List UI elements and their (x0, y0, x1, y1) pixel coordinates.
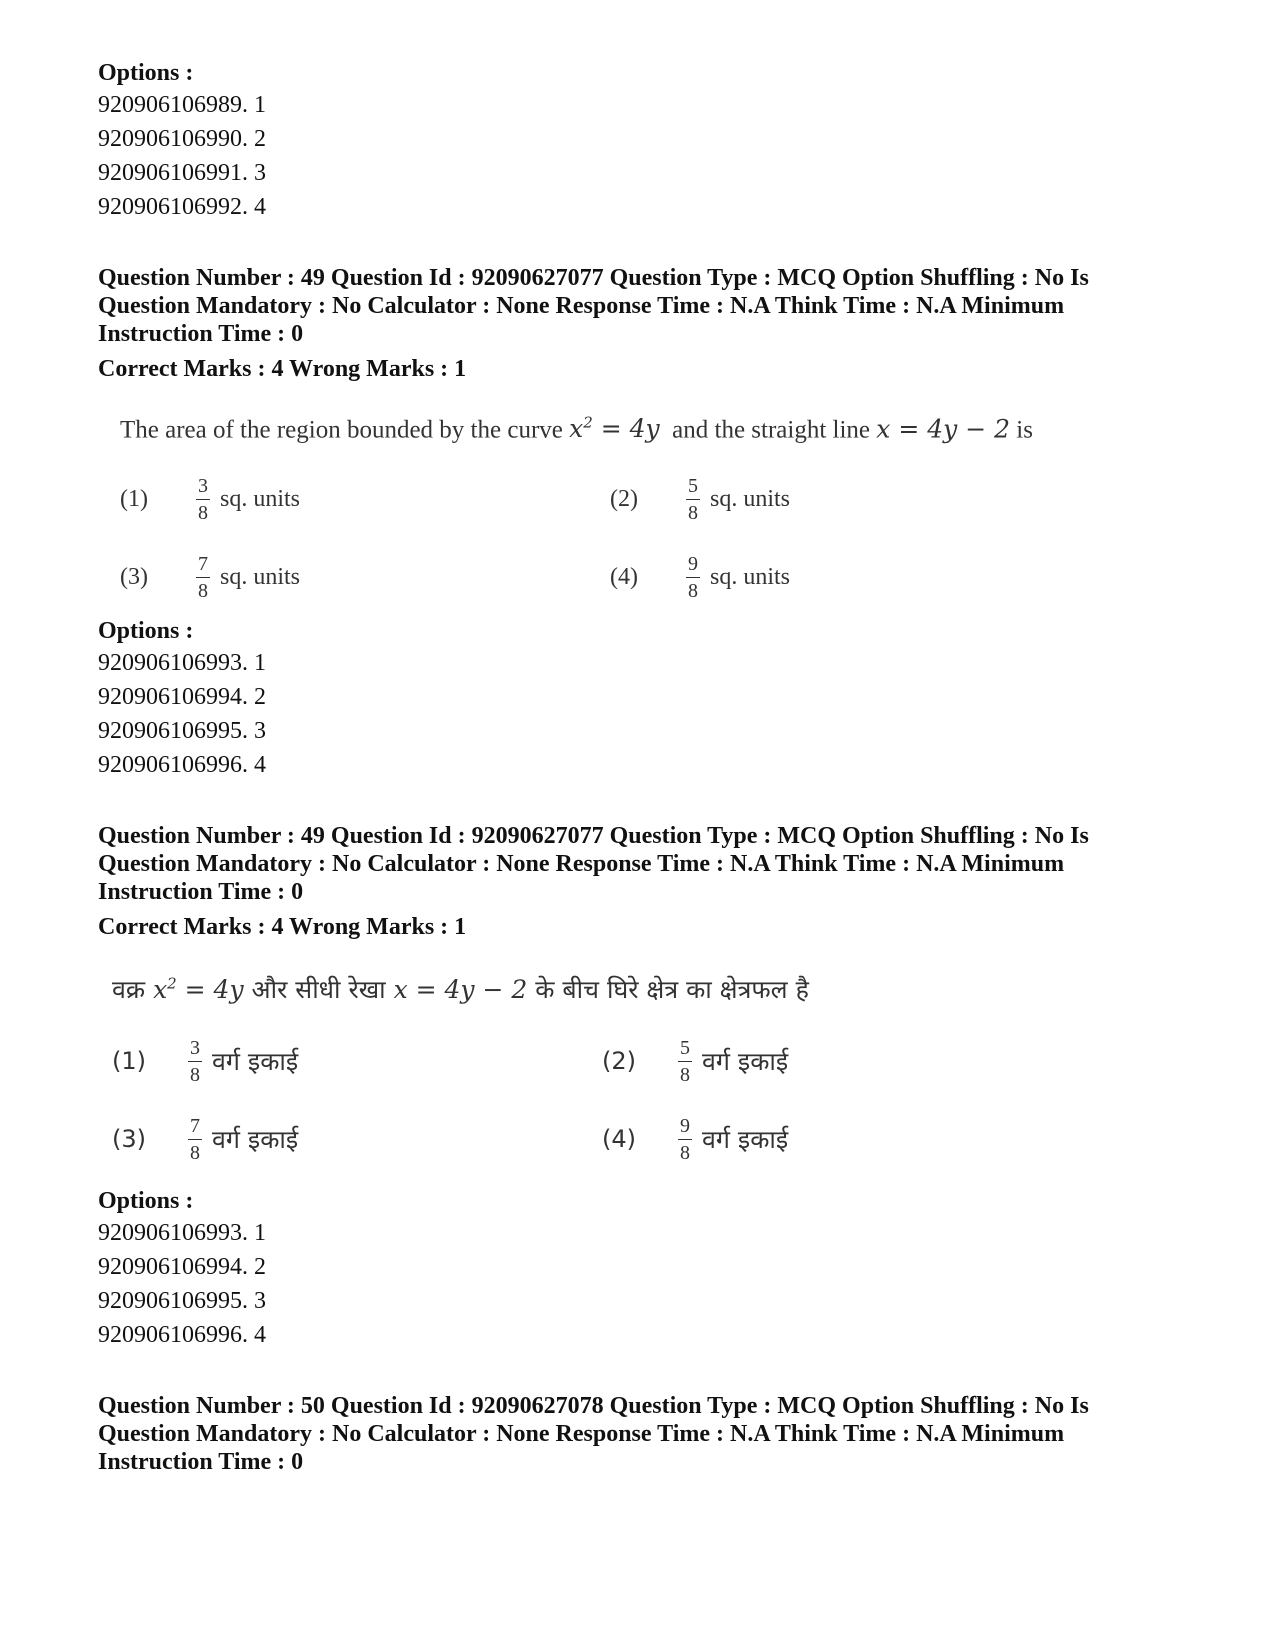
choice-unit: sq. units (710, 563, 791, 590)
fraction-bar (678, 1139, 692, 1141)
fraction-numerator: 9 (680, 1114, 690, 1137)
choice-3 (112, 1110, 602, 1168)
fraction-denominator: 8 (190, 1142, 200, 1165)
equation-var: x (569, 414, 584, 444)
choice-4 (602, 1110, 902, 1168)
fraction (686, 476, 700, 524)
answer-choices (112, 1032, 1198, 1168)
question-text-part: is (1016, 416, 1033, 444)
equation-curve (569, 414, 660, 443)
fraction (188, 1116, 202, 1164)
question-50 (98, 1392, 1198, 1476)
option-line: 920906106995. 3 (98, 718, 266, 745)
question-text-part: The area of the region bounded by the curve (120, 416, 563, 444)
fraction (678, 1116, 692, 1164)
answer-choices (120, 470, 1198, 606)
fraction-bar (196, 577, 210, 579)
fraction-numerator: 7 (190, 1114, 200, 1137)
fraction-denominator: 8 (688, 502, 698, 525)
choice-3 (120, 548, 610, 606)
choice-unit: वर्ग इकाई (702, 1125, 789, 1155)
fraction-denominator: 8 (198, 580, 208, 603)
fraction (196, 554, 210, 602)
fraction-numerator: 3 (190, 1036, 200, 1059)
fraction (196, 476, 210, 524)
fraction-denominator: 8 (680, 1142, 690, 1165)
equation-line: x = 4y − 2 (876, 414, 1010, 444)
question-header: Question Number : 49 Question Id : 92090627077 Question Type : MCQ Option Shuffling : No Is Question Mandatory : No Calculator : None Response Time : N.A Think Time : N.A Minimum Instruction Time : 0 (98, 265, 1089, 347)
equation-line: x = 4y − 2 (393, 975, 528, 1005)
choice-unit: वर्ग इकाई (702, 1047, 789, 1077)
choice-2 (610, 470, 910, 528)
question-49-hindi (98, 822, 1198, 1352)
question-marks: Correct Marks : 4 Wrong Marks : 1 (98, 914, 467, 941)
fraction (686, 554, 700, 602)
choice-number: (4) (610, 563, 638, 590)
choice-unit: sq. units (220, 485, 301, 512)
choice-2 (602, 1032, 902, 1090)
option-line: 920906106993. 1 (98, 650, 266, 677)
choice-unit: sq. units (220, 563, 301, 590)
option-line: 920906106989. 1 (98, 92, 266, 118)
question-text (112, 972, 1198, 1006)
fraction-numerator: 5 (680, 1036, 690, 1059)
option-line: 920906106995. 3 (98, 1288, 266, 1315)
option-line: 920906106993. 1 (98, 1220, 266, 1247)
choice-number: (2) (610, 485, 638, 512)
equation-exponent: 2 (167, 975, 177, 993)
equation-curve (153, 975, 244, 1004)
question-text-part: वक्र (112, 975, 146, 1005)
fraction (188, 1038, 202, 1086)
option-line: 920906106992. 4 (98, 194, 266, 220)
question-text-part: and the straight line (672, 416, 871, 444)
choice-1 (120, 470, 610, 528)
document-page (98, 58, 1198, 1476)
fraction-denominator: 8 (688, 580, 698, 603)
question-header: Question Number : 50 Question Id : 92090627078 Question Type : MCQ Option Shuffling : No Is Question Mandatory : No Calculator : None Response Time : N.A Think Time : N.A Minimum Instruction Time : 0 (98, 1393, 1089, 1476)
options-block-1 (98, 58, 1198, 224)
fraction-denominator: 8 (680, 1064, 690, 1087)
fraction (678, 1038, 692, 1086)
question-49-english (98, 264, 1198, 782)
equation-rhs: = 4y (176, 975, 244, 1005)
choice-4 (610, 548, 910, 606)
fraction-numerator: 9 (688, 552, 698, 575)
fraction-bar (188, 1139, 202, 1141)
options-title: Options : (98, 60, 194, 86)
fraction-denominator: 8 (190, 1064, 200, 1087)
question-text-part: के बीच घिरे क्षेत्र का क्षेत्रफल है (535, 975, 809, 1005)
options-title: Options : (98, 1188, 194, 1215)
fraction-bar (686, 577, 700, 579)
fraction-numerator: 5 (688, 474, 698, 497)
fraction-bar (188, 1061, 202, 1063)
equation-var: x (153, 975, 168, 1005)
question-marks: Correct Marks : 4 Wrong Marks : 1 (98, 356, 467, 382)
question-text-part: और सीधी रेखा (251, 975, 386, 1005)
equation-rhs: = 4y (592, 414, 660, 444)
choice-number: (3) (112, 1125, 146, 1154)
equation-exponent: 2 (583, 414, 593, 432)
choice-number: (4) (602, 1125, 636, 1154)
option-line: 920906106990. 2 (98, 126, 266, 152)
option-line: 920906106996. 4 (98, 1322, 266, 1349)
fraction-numerator: 7 (198, 552, 208, 575)
choice-number: (3) (120, 563, 148, 590)
choice-1 (112, 1032, 602, 1090)
option-line: 920906106994. 2 (98, 1254, 266, 1281)
fraction-denominator: 8 (198, 502, 208, 525)
choice-unit: sq. units (710, 485, 791, 512)
fraction-numerator: 3 (198, 474, 208, 497)
fraction-bar (686, 499, 700, 501)
question-text (120, 414, 1198, 444)
choice-unit: वर्ग इकाई (212, 1047, 299, 1077)
choice-number: (2) (602, 1047, 636, 1076)
question-header: Question Number : 49 Question Id : 92090627077 Question Type : MCQ Option Shuffling : No Is Question Mandatory : No Calculator : None Response Time : N.A Think Time : N.A Minimum Instruction Time : 0 (98, 823, 1089, 906)
option-line: 920906106994. 2 (98, 684, 266, 711)
fraction-bar (196, 499, 210, 501)
choice-unit: वर्ग इकाई (212, 1125, 299, 1155)
options-title: Options : (98, 618, 194, 645)
option-line: 920906106991. 3 (98, 160, 266, 186)
fraction-bar (678, 1061, 692, 1063)
choice-number: (1) (112, 1047, 146, 1076)
option-line: 920906106996. 4 (98, 752, 266, 779)
choice-number: (1) (120, 485, 148, 512)
